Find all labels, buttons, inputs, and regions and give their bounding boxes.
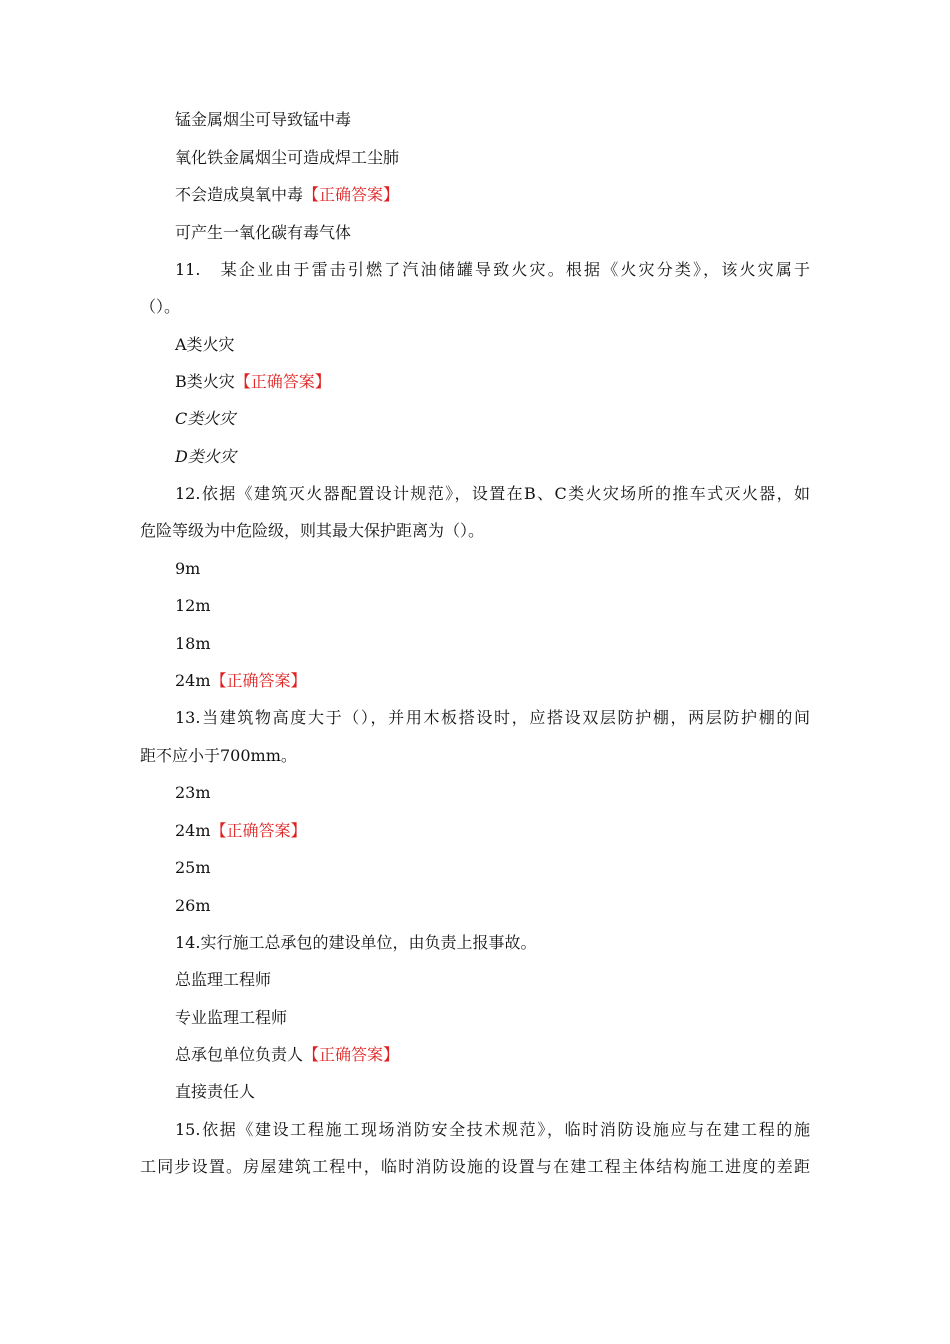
- option-text: 总监理工程师: [175, 970, 272, 989]
- option-text: 直接责任人: [175, 1082, 256, 1101]
- option-text: D类火灾: [175, 447, 236, 466]
- q13-option-c: [0, 855, 950, 881]
- q12-option-c: [0, 631, 950, 657]
- correct-answer-tag: 【正确答案】: [303, 1045, 400, 1064]
- q11-option-a: [0, 332, 950, 358]
- correct-answer-tag: 【正确答案】: [210, 671, 307, 690]
- q14-option-d: [0, 1079, 950, 1105]
- q15-stem-line2: 工同步设置。房屋建筑工程中，临时消防设施的设置与在建工程主体结构施工进度的差距: [140, 1157, 810, 1176]
- option-text: 氧化铁金属烟尘可造成焊工尘肺: [175, 148, 400, 167]
- q12-option-a: [0, 556, 950, 582]
- option-text: A类火灾: [175, 335, 235, 354]
- option-text: 26m: [175, 896, 211, 915]
- q12-option-d: [0, 668, 950, 694]
- q13-stem-line2: 距不应小于700mm。: [140, 746, 297, 765]
- option-text: 不会造成臭氧中毒: [175, 185, 304, 204]
- option-text: 总承包单位负责人: [175, 1045, 304, 1064]
- option-text: 9m: [175, 559, 201, 578]
- q12-stem-line2: 危险等级为中危险级，则其最大保护距离为（）。: [140, 521, 485, 540]
- q10-option-b: [0, 145, 950, 171]
- q13-stem-line1: 13.当建筑物高度大于（），并用木板搭设时，应搭设双层防护棚，两层防护棚的间: [175, 708, 810, 727]
- q10-option-a: [0, 107, 950, 133]
- q13-option-b: [0, 818, 950, 844]
- option-text: 可产生一氧化碳有毒气体: [175, 223, 352, 242]
- q11-stem-line1: 11. 某企业由于雷击引燃了汽油储罐导致火灾。根据《火灾分类》，该火灾属于: [175, 260, 810, 279]
- q14-option-c: [0, 1042, 950, 1068]
- q15-stem-line1: 15.依据《建设工程施工现场消防安全技术规范》，临时消防设施应与在建工程的施: [175, 1120, 810, 1139]
- option-text: 24m: [175, 671, 211, 690]
- q14-option-a: [0, 967, 950, 993]
- q11-option-c: [0, 406, 950, 432]
- q13-option-d: [0, 893, 950, 919]
- option-text: 锰金属烟尘可导致锰中毒: [175, 110, 352, 129]
- option-text: 12m: [175, 596, 211, 615]
- option-text: 24m: [175, 821, 211, 840]
- q10-option-c: [0, 182, 950, 208]
- option-text: 25m: [175, 858, 211, 877]
- correct-answer-tag: 【正确答案】: [210, 821, 307, 840]
- q14-stem-line1: 14.实行施工总承包的建设单位，由负责上报事故。: [175, 933, 537, 952]
- option-text: 23m: [175, 783, 211, 802]
- correct-answer-tag: 【正确答案】: [303, 185, 400, 204]
- q10-option-d: [0, 220, 950, 246]
- q11-option-d: [0, 444, 950, 470]
- option-text: 专业监理工程师: [175, 1008, 288, 1027]
- q13-option-a: [0, 780, 950, 806]
- q12-option-b: [0, 593, 950, 619]
- correct-answer-tag: 【正确答案】: [234, 372, 331, 391]
- option-text: B类火灾: [175, 372, 235, 391]
- q11-option-b: [0, 369, 950, 395]
- q12-stem-line1: 12.依据《建筑灭火器配置设计规范》，设置在B、C类火灾场所的推车式灭火器，如: [175, 484, 810, 503]
- q14-option-b: [0, 1005, 950, 1031]
- option-text: C类火灾: [175, 409, 236, 428]
- option-text: 18m: [175, 634, 211, 653]
- q11-stem-line2: （）。: [140, 297, 181, 316]
